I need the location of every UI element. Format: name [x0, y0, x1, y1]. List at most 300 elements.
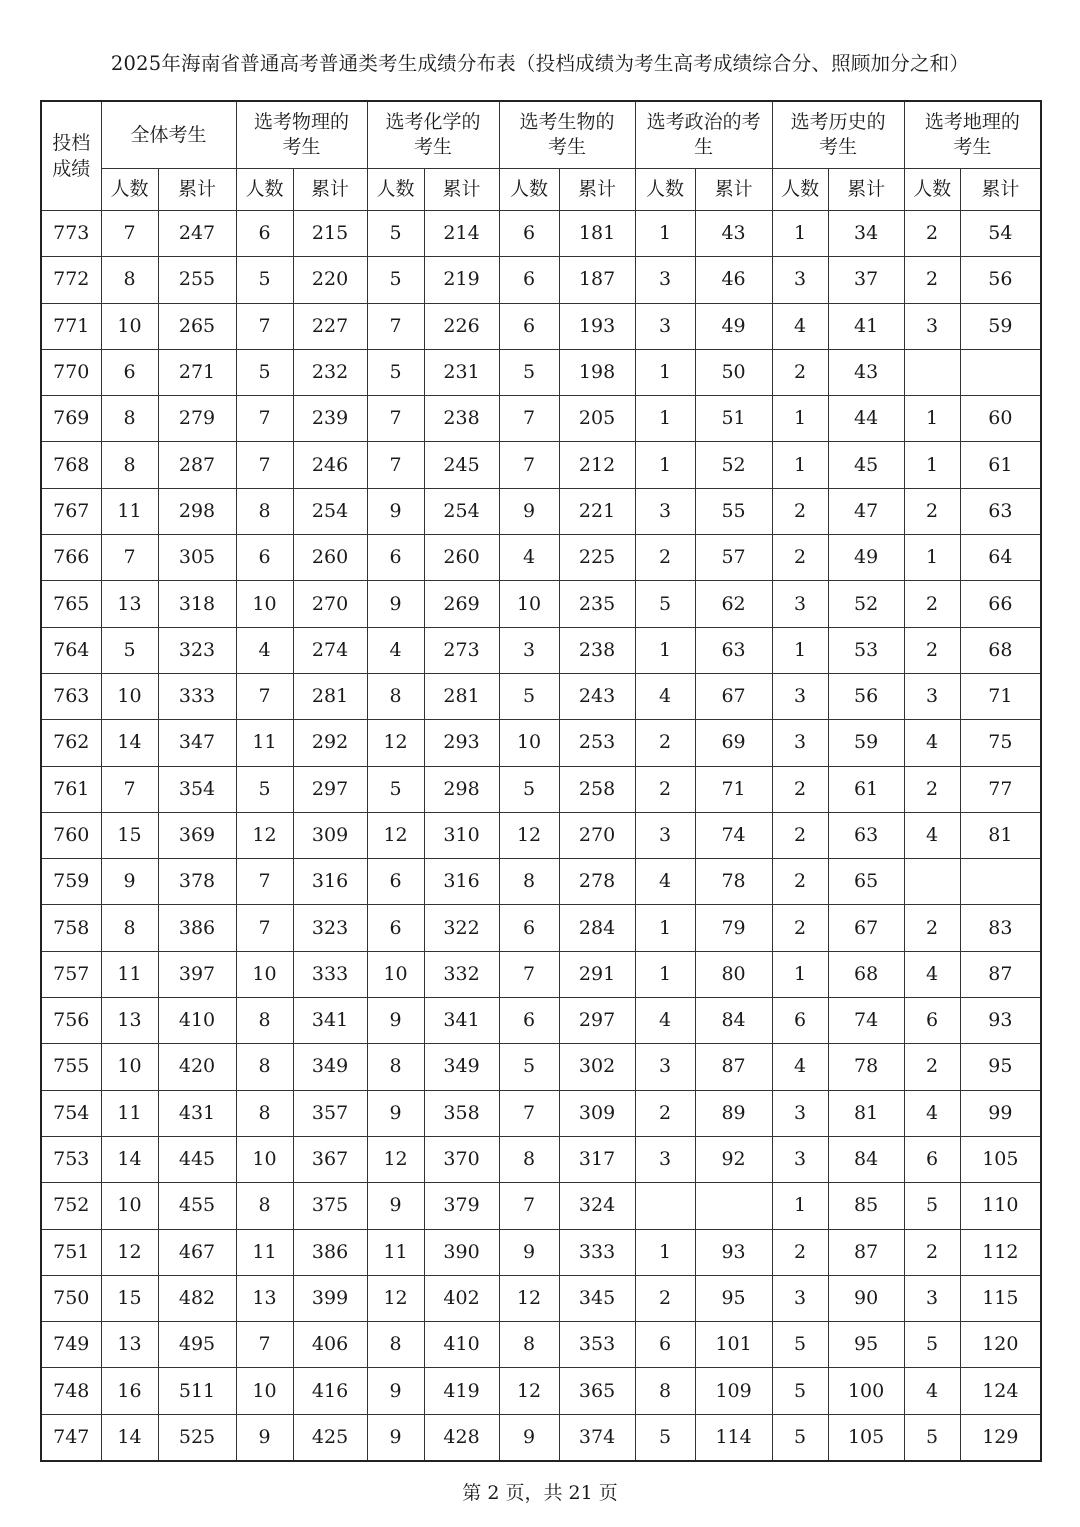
table-row	[41, 581, 1041, 627]
table-cell: 270	[293, 581, 367, 627]
table-cell: 1	[904, 396, 960, 442]
table-cell: 10	[236, 1136, 293, 1182]
table-cell: 6	[904, 998, 960, 1044]
table-cell: 10	[236, 581, 293, 627]
table-cell: 60	[960, 396, 1041, 442]
table-cell: 89	[695, 1090, 772, 1136]
table-row	[41, 303, 1041, 349]
table-cell: 9	[367, 998, 424, 1044]
table-cell: 4	[236, 627, 293, 673]
table-cell: 302	[559, 1044, 635, 1090]
table-cell: 390	[424, 1229, 499, 1275]
subheader-cumulative: 累计	[158, 169, 236, 211]
score-cell: 769	[41, 396, 101, 442]
table-cell: 3	[904, 673, 960, 719]
table-cell: 8	[236, 1090, 293, 1136]
table-cell: 297	[559, 998, 635, 1044]
table-cell: 316	[293, 859, 367, 905]
table-cell: 4	[904, 812, 960, 858]
table-cell: 7	[101, 211, 158, 257]
table-cell: 279	[158, 396, 236, 442]
table-row	[41, 349, 1041, 395]
table-cell: 375	[293, 1183, 367, 1229]
table-cell: 7	[236, 303, 293, 349]
table-cell: 420	[158, 1044, 236, 1090]
table-cell: 2	[635, 766, 695, 812]
table-cell: 511	[158, 1368, 236, 1414]
table-cell: 1	[772, 951, 828, 997]
table-cell: 212	[559, 442, 635, 488]
table-cell: 8	[236, 488, 293, 534]
table-cell: 7	[499, 1183, 559, 1229]
table-cell: 6	[772, 998, 828, 1044]
table-cell: 63	[828, 812, 904, 858]
table-cell: 83	[960, 905, 1041, 951]
table-cell: 6	[367, 905, 424, 951]
score-cell: 753	[41, 1136, 101, 1182]
table-cell: 6	[635, 1322, 695, 1368]
table-cell: 410	[424, 1322, 499, 1368]
table-cell: 254	[424, 488, 499, 534]
table-cell: 3	[635, 303, 695, 349]
table-cell: 9	[499, 1414, 559, 1461]
table-cell: 467	[158, 1229, 236, 1275]
table-cell: 9	[101, 859, 158, 905]
table-cell: 5	[772, 1368, 828, 1414]
subheader-cumulative: 累计	[828, 169, 904, 211]
table-cell: 397	[158, 951, 236, 997]
subheader-cumulative: 累计	[559, 169, 635, 211]
table-cell: 1	[635, 349, 695, 395]
table-cell: 66	[960, 581, 1041, 627]
table-cell: 120	[960, 1322, 1041, 1368]
score-cell: 761	[41, 766, 101, 812]
table-cell: 4	[635, 859, 695, 905]
table-cell: 7	[236, 442, 293, 488]
table-cell	[904, 349, 960, 395]
column-group-header: 选考政治的考 生	[635, 101, 772, 169]
table-cell: 43	[695, 211, 772, 257]
table-cell	[904, 859, 960, 905]
table-cell	[695, 1183, 772, 1229]
table-cell: 51	[695, 396, 772, 442]
table-cell: 402	[424, 1275, 499, 1321]
table-cell: 4	[904, 720, 960, 766]
table-cell: 3	[635, 1044, 695, 1090]
table-cell: 220	[293, 257, 367, 303]
score-cell: 763	[41, 673, 101, 719]
table-cell: 260	[424, 535, 499, 581]
table-cell: 87	[960, 951, 1041, 997]
table-cell: 274	[293, 627, 367, 673]
table-cell: 3	[772, 1275, 828, 1321]
table-cell: 281	[293, 673, 367, 719]
score-cell: 759	[41, 859, 101, 905]
table-cell: 80	[695, 951, 772, 997]
table-cell: 298	[424, 766, 499, 812]
table-cell: 246	[293, 442, 367, 488]
table-cell: 14	[101, 1136, 158, 1182]
table-cell: 1	[772, 442, 828, 488]
score-cell: 747	[41, 1414, 101, 1461]
table-cell: 95	[960, 1044, 1041, 1090]
table-cell	[960, 859, 1041, 905]
table-cell: 5	[367, 211, 424, 257]
table-row	[41, 257, 1041, 303]
table-cell: 370	[424, 1136, 499, 1182]
table-cell: 59	[960, 303, 1041, 349]
subheader-count: 人数	[236, 169, 293, 211]
table-cell: 271	[158, 349, 236, 395]
table-cell: 5	[499, 673, 559, 719]
table-cell: 7	[101, 535, 158, 581]
table-cell: 5	[367, 257, 424, 303]
table-row	[41, 766, 1041, 812]
table-cell: 112	[960, 1229, 1041, 1275]
table-cell: 4	[904, 951, 960, 997]
table-cell: 5	[236, 766, 293, 812]
table-cell: 1	[772, 1183, 828, 1229]
column-group-header: 选考历史的 考生	[772, 101, 904, 169]
table-cell: 7	[367, 303, 424, 349]
table-cell: 11	[236, 720, 293, 766]
table-cell: 333	[559, 1229, 635, 1275]
table-cell: 226	[424, 303, 499, 349]
column-group-header: 选考地理的 考生	[904, 101, 1041, 169]
table-cell: 318	[158, 581, 236, 627]
table-cell: 67	[828, 905, 904, 951]
table-cell: 7	[101, 766, 158, 812]
table-cell: 105	[960, 1136, 1041, 1182]
table-cell: 8	[236, 1183, 293, 1229]
table-cell: 6	[904, 1136, 960, 1182]
table-cell: 181	[559, 211, 635, 257]
table-cell: 193	[559, 303, 635, 349]
table-cell: 8	[101, 257, 158, 303]
table-cell: 71	[960, 673, 1041, 719]
table-cell: 254	[293, 488, 367, 534]
table-cell: 8	[367, 1322, 424, 1368]
table-cell: 10	[236, 1368, 293, 1414]
table-cell: 4	[904, 1368, 960, 1414]
table-cell: 52	[828, 581, 904, 627]
table-cell: 374	[559, 1414, 635, 1461]
table-cell: 410	[158, 998, 236, 1044]
table-cell: 9	[367, 581, 424, 627]
table-cell: 81	[828, 1090, 904, 1136]
table-cell: 2	[904, 627, 960, 673]
table-cell: 5	[635, 581, 695, 627]
table-cell: 95	[828, 1322, 904, 1368]
table-cell: 45	[828, 442, 904, 488]
table-cell: 6	[236, 211, 293, 257]
column-group-header: 选考化学的 考生	[367, 101, 499, 169]
score-cell: 754	[41, 1090, 101, 1136]
table-cell: 63	[695, 627, 772, 673]
table-cell: 78	[695, 859, 772, 905]
table-cell: 74	[695, 812, 772, 858]
score-cell: 766	[41, 535, 101, 581]
table-row	[41, 812, 1041, 858]
table-cell: 56	[960, 257, 1041, 303]
table-cell: 37	[828, 257, 904, 303]
table-cell: 349	[293, 1044, 367, 1090]
table-cell: 416	[293, 1368, 367, 1414]
table-cell: 281	[424, 673, 499, 719]
table-cell: 79	[695, 905, 772, 951]
table-cell: 5	[904, 1414, 960, 1461]
table-row	[41, 1183, 1041, 1229]
table-cell: 59	[828, 720, 904, 766]
table-cell: 1	[635, 396, 695, 442]
table-cell: 56	[828, 673, 904, 719]
table-cell: 10	[101, 673, 158, 719]
score-cell: 770	[41, 349, 101, 395]
table-cell: 284	[559, 905, 635, 951]
score-cell: 752	[41, 1183, 101, 1229]
table-body	[41, 211, 1041, 1462]
table-cell: 68	[828, 951, 904, 997]
table-cell: 455	[158, 1183, 236, 1229]
score-cell: 756	[41, 998, 101, 1044]
table-cell: 219	[424, 257, 499, 303]
table-cell: 1	[772, 396, 828, 442]
table-cell: 3	[772, 720, 828, 766]
table-cell: 101	[695, 1322, 772, 1368]
table-cell: 43	[828, 349, 904, 395]
table-cell: 6	[367, 535, 424, 581]
table-cell: 386	[293, 1229, 367, 1275]
table-cell: 4	[635, 998, 695, 1044]
table-cell: 265	[158, 303, 236, 349]
table-cell: 7	[236, 1322, 293, 1368]
table-cell: 8	[101, 396, 158, 442]
table-cell: 5	[635, 1414, 695, 1461]
table-cell: 13	[236, 1275, 293, 1321]
table-cell: 90	[828, 1275, 904, 1321]
table-cell: 10	[236, 951, 293, 997]
table-cell: 9	[367, 1368, 424, 1414]
table-cell: 92	[695, 1136, 772, 1182]
table-cell: 4	[772, 303, 828, 349]
table-cell: 12	[367, 812, 424, 858]
table-cell: 8	[236, 1044, 293, 1090]
table-cell: 84	[828, 1136, 904, 1182]
table-cell: 445	[158, 1136, 236, 1182]
subheader-cumulative: 累计	[293, 169, 367, 211]
table-cell: 49	[695, 303, 772, 349]
table-cell: 7	[236, 396, 293, 442]
table-cell: 12	[499, 1368, 559, 1414]
table-cell: 62	[695, 581, 772, 627]
table-row	[41, 1275, 1041, 1321]
table-cell: 65	[828, 859, 904, 905]
table-cell: 77	[960, 766, 1041, 812]
page-footer: 第 2 页，共 21 页	[462, 1482, 618, 1504]
table-cell: 3	[772, 581, 828, 627]
table-cell: 243	[559, 673, 635, 719]
table-cell: 34	[828, 211, 904, 257]
table-cell: 3	[772, 1090, 828, 1136]
table-cell: 260	[293, 535, 367, 581]
table-cell: 11	[101, 488, 158, 534]
table-cell: 2	[772, 488, 828, 534]
table-cell: 239	[293, 396, 367, 442]
table-cell: 9	[499, 488, 559, 534]
table-cell: 6	[499, 998, 559, 1044]
table-row	[41, 1090, 1041, 1136]
table-cell: 297	[293, 766, 367, 812]
table-cell: 75	[960, 720, 1041, 766]
table-cell: 8	[101, 905, 158, 951]
table-cell: 3	[772, 673, 828, 719]
table-row	[41, 1414, 1041, 1461]
table-cell: 310	[424, 812, 499, 858]
table-cell: 10	[101, 1183, 158, 1229]
table-cell: 4	[499, 535, 559, 581]
table-cell: 7	[499, 442, 559, 488]
table-cell: 12	[499, 1275, 559, 1321]
table-cell: 87	[695, 1044, 772, 1090]
table-cell: 369	[158, 812, 236, 858]
table-row	[41, 720, 1041, 766]
table-cell: 3	[635, 812, 695, 858]
score-cell: 768	[41, 442, 101, 488]
table-cell: 323	[293, 905, 367, 951]
table-cell: 9	[367, 1183, 424, 1229]
table-cell: 428	[424, 1414, 499, 1461]
table-cell: 386	[158, 905, 236, 951]
table-cell: 11	[236, 1229, 293, 1275]
table-row	[41, 1322, 1041, 1368]
table-cell: 4	[772, 1044, 828, 1090]
table-cell: 5	[772, 1322, 828, 1368]
table-cell: 353	[559, 1322, 635, 1368]
table-cell: 347	[158, 720, 236, 766]
table-cell: 1	[772, 211, 828, 257]
table-cell: 7	[499, 1090, 559, 1136]
table-cell: 270	[559, 812, 635, 858]
table-cell: 57	[695, 535, 772, 581]
table-cell: 221	[559, 488, 635, 534]
table-cell: 269	[424, 581, 499, 627]
table-cell: 305	[158, 535, 236, 581]
table-cell: 61	[960, 442, 1041, 488]
table-cell: 367	[293, 1136, 367, 1182]
table-cell: 64	[960, 535, 1041, 581]
subheader-count: 人数	[101, 169, 158, 211]
score-cell: 751	[41, 1229, 101, 1275]
table-cell: 235	[559, 581, 635, 627]
table-cell: 324	[559, 1183, 635, 1229]
table-cell: 2	[635, 1275, 695, 1321]
table-cell: 81	[960, 812, 1041, 858]
score-cell: 750	[41, 1275, 101, 1321]
table-cell: 245	[424, 442, 499, 488]
table-cell: 2	[635, 720, 695, 766]
table-cell: 8	[499, 1322, 559, 1368]
table-cell: 71	[695, 766, 772, 812]
table-cell: 2	[904, 766, 960, 812]
table-cell: 129	[960, 1414, 1041, 1461]
table-cell: 93	[695, 1229, 772, 1275]
table-cell: 7	[236, 673, 293, 719]
table-cell: 323	[158, 627, 236, 673]
table-cell: 11	[101, 1090, 158, 1136]
table-cell: 10	[101, 303, 158, 349]
table-cell: 5	[367, 349, 424, 395]
table-cell: 238	[559, 627, 635, 673]
table-cell: 2	[904, 1044, 960, 1090]
table-cell: 67	[695, 673, 772, 719]
table-cell: 425	[293, 1414, 367, 1461]
table-cell: 4	[635, 673, 695, 719]
table-cell	[635, 1183, 695, 1229]
table-cell: 232	[293, 349, 367, 395]
table-cell: 2	[772, 535, 828, 581]
table-cell: 12	[367, 720, 424, 766]
table-cell: 6	[236, 535, 293, 581]
table-row	[41, 1368, 1041, 1414]
table-row	[41, 627, 1041, 673]
table-cell: 9	[499, 1229, 559, 1275]
table-cell: 5	[236, 349, 293, 395]
table-cell: 9	[367, 488, 424, 534]
score-distribution-table	[40, 100, 1042, 1462]
table-cell: 379	[424, 1183, 499, 1229]
table-cell: 378	[158, 859, 236, 905]
table-cell: 13	[101, 1322, 158, 1368]
table-cell: 332	[424, 951, 499, 997]
table-cell: 109	[695, 1368, 772, 1414]
table-cell: 2	[772, 905, 828, 951]
table-cell: 12	[499, 812, 559, 858]
score-cell: 765	[41, 581, 101, 627]
table-cell: 8	[499, 1136, 559, 1182]
table-cell: 198	[559, 349, 635, 395]
score-cell: 764	[41, 627, 101, 673]
column-group-header: 选考物理的 考生	[236, 101, 367, 169]
table-cell: 52	[695, 442, 772, 488]
table-cell: 5	[499, 1044, 559, 1090]
table-cell: 50	[695, 349, 772, 395]
table-row	[41, 951, 1041, 997]
table-cell: 2	[772, 349, 828, 395]
table-cell: 3	[635, 1136, 695, 1182]
subheader-count: 人数	[772, 169, 828, 211]
table-cell: 7	[236, 859, 293, 905]
table-cell: 309	[559, 1090, 635, 1136]
table-cell: 95	[695, 1275, 772, 1321]
score-cell: 767	[41, 488, 101, 534]
table-cell: 5	[499, 349, 559, 395]
table-cell: 93	[960, 998, 1041, 1044]
table-row	[41, 1044, 1041, 1090]
column-group-header: 选考生物的 考生	[499, 101, 635, 169]
table-cell: 85	[828, 1183, 904, 1229]
table-cell: 278	[559, 859, 635, 905]
table-row	[41, 1229, 1041, 1275]
score-cell: 762	[41, 720, 101, 766]
table-cell: 1	[635, 905, 695, 951]
table-cell: 9	[236, 1414, 293, 1461]
table-cell: 419	[424, 1368, 499, 1414]
table-cell: 8	[367, 673, 424, 719]
table-cell: 1	[904, 535, 960, 581]
table-cell: 4	[904, 1090, 960, 1136]
table-cell: 349	[424, 1044, 499, 1090]
table-cell: 287	[158, 442, 236, 488]
